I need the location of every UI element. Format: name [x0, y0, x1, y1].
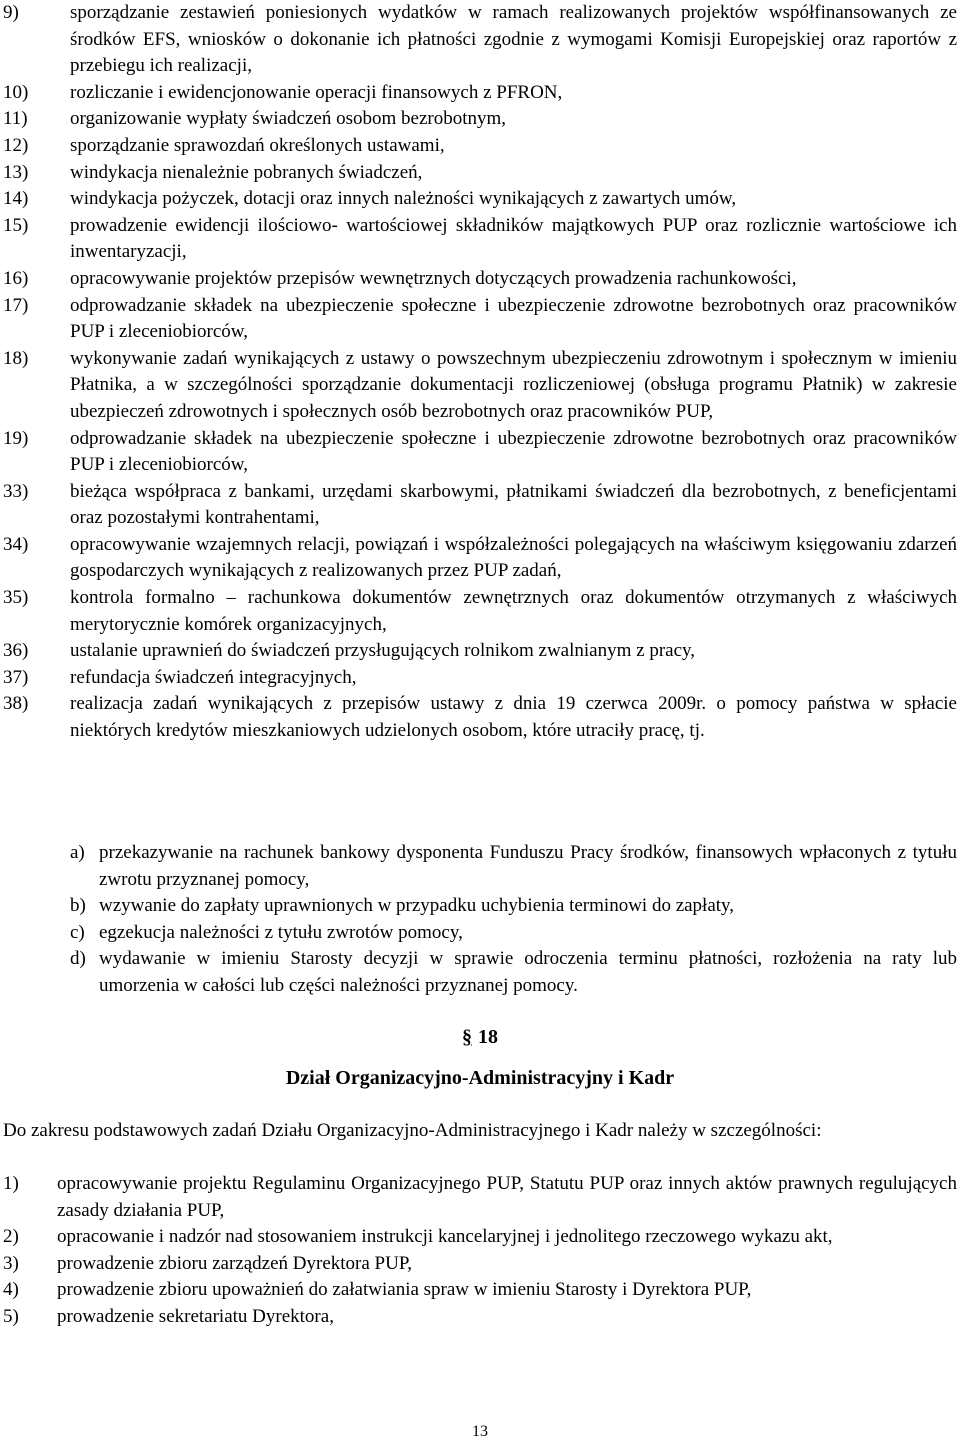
item-text: egzekucja należności z tytułu zwrotów pomocy,: [99, 921, 463, 943]
intro-paragraph: Do zakresu podstawowych zadań Działu Organizacyjno-Administracyjnego i Kadr należy w szczególności:: [3, 1120, 822, 1141]
list-item: [3, 585, 957, 638]
item-text: prowadzenie zbioru zarządzeń Dyrektora PUP,: [57, 1252, 413, 1274]
list-item: [3, 1224, 957, 1251]
item-number: 12): [3, 134, 29, 156]
list-item: [3, 213, 957, 266]
list-item: [3, 266, 957, 293]
item-text: odprowadzanie składek na ubezpieczenie społeczne i ubezpieczenie zdrowotne bezrobotnych oraz pracowników PUP i zleceniobiorców,: [70, 427, 957, 476]
item-number: 5): [3, 1305, 19, 1327]
item-text: organizowanie wypłaty świadczeń osobom bezrobotnym,: [70, 108, 507, 130]
list-item: [3, 346, 957, 426]
item-text: prowadzenie zbioru upoważnień do załatwiania spraw w imieniu Starosty i Dyrektora PUP,: [57, 1279, 752, 1301]
item-number: 16): [3, 267, 29, 289]
list-item: [70, 893, 957, 920]
list-item: [3, 638, 957, 665]
item-text: kontrola formalno – rachunkowa dokumentów zewnętrznych oraz dokumentów otrzymanych z właściwych merytorycznie komórek organizacyjnych,: [70, 587, 957, 635]
item-number: 17): [3, 294, 29, 316]
item-text: sporządzanie zestawień poniesionych wydatków w ramach realizowanych projektów współfinansowanych ze środków EFS, wniosków o dokonanie ich płatności zgodnie z wymogami Komisji Europejskiej oraz raportów z przebiegu ich realizacji,: [70, 2, 957, 77]
item-number: 3): [3, 1252, 19, 1274]
list-item: [3, 133, 957, 160]
list-item: [3, 80, 957, 107]
item-number: 11): [3, 108, 28, 130]
item-number: 9): [3, 2, 19, 23]
item-letter: c): [70, 921, 85, 943]
item-text: prowadzenie ewidencji ilościowo- wartościowej składników majątkowych PUP oraz rozlicznie wartościowe ich inwentaryzacji,: [70, 214, 957, 263]
item-text: przekazywanie na rachunek bankowy dysponenta Funduszu Pracy środków, finansowych wpłaconych z tytułu zwrotu przyznanej pomocy,: [99, 842, 957, 890]
item-number: 35): [3, 587, 29, 609]
item-number: 15): [3, 214, 29, 236]
list-item: [3, 532, 957, 585]
item-number: 10): [3, 81, 29, 103]
list-item: [3, 1171, 957, 1224]
list-item: [3, 186, 957, 213]
list-item: [70, 920, 957, 947]
item-text: prowadzenie sekretariatu Dyrektora,: [57, 1305, 334, 1327]
item-number: 34): [3, 533, 29, 555]
task-list-admin: [3, 1171, 957, 1331]
item-text: opracowywanie projektów przepisów wewnętrznych dotyczących prowadzenia rachunkowości,: [70, 267, 797, 289]
list-item: [70, 840, 957, 893]
list-item: [3, 479, 957, 532]
item-text: realizacja zadań wynikających z przepisów ustawy z dnia 19 czerwca 2009r. o pomocy państwa w spłacie niektórych kredytów mieszkaniowych udzielonych osobom, które utraciły pracę, tj.: [70, 693, 957, 742]
item-text: wydawanie w imieniu Starosty decyzji w sprawie odroczenia terminu płatności, rozłożenia na raty lub umorzenia w całości lub części należności przyznanej pomocy.: [99, 948, 957, 996]
page-number: 13: [472, 1423, 488, 1440]
list-item: [3, 1251, 957, 1278]
list-item: [3, 293, 957, 346]
item-text: odprowadzanie składek na ubezpieczenie społeczne i ubezpieczenie zdrowotne bezrobotnych oraz pracowników PUP i zleceniobiorców,: [70, 294, 957, 343]
item-letter: a): [70, 842, 85, 863]
item-text: bieżąca współpraca z bankami, urzędami skarbowymi, płatnikami świadczeń dla bezrobotnych, z beneficjentami oraz pozostałymi kontrahentami,: [70, 480, 957, 529]
list-item: [70, 946, 957, 999]
item-number: 14): [3, 188, 29, 210]
item-text: wzywanie do zapłaty uprawnionych w przypadku uchybienia terminowi do zapłaty,: [99, 895, 735, 917]
item-letter: d): [70, 948, 86, 970]
item-number: 1): [3, 1173, 19, 1194]
item-number: 38): [3, 693, 29, 715]
item-text: ustalanie uprawnień do świadczeń przysługujących rolnikom zwalnianym z pracy,: [70, 640, 696, 662]
task-list-continued: [3, 0, 957, 745]
item-letter: b): [70, 895, 86, 917]
item-text: opracowywanie wzajemnych relacji, powiązań i współzależności polegających na właściwym księgowaniu zdarzeń gospodarczych wynikających z realizowanych przez PUP zadań,: [70, 533, 957, 582]
sub-task-list: [70, 840, 957, 1000]
section-number: 18: [478, 1026, 498, 1048]
list-item: [3, 426, 957, 479]
list-item: [3, 691, 957, 744]
section-sign: §: [462, 1026, 472, 1048]
item-number: 36): [3, 640, 29, 662]
list-item: [3, 0, 957, 80]
item-text: wykonywanie zadań wynikających z ustawy o powszechnym ubezpieczeniu zdrowotnym i społecznym w imieniu Płatnika, a w szczególności sporządzanie dokumentacji rozliczeniowej (obsługa programu Płatnik) w zakresie ubezpieczeń zdrowotnych i społecznych osób bezrobotnych oraz pracowników PUP,: [70, 347, 957, 422]
list-item: [3, 106, 957, 133]
list-item: [3, 665, 957, 692]
section-heading: [0, 1026, 960, 1049]
item-text: windykacja pożyczek, dotacji oraz innych należności wynikających z zawartych umów,: [70, 188, 737, 210]
list-item: [3, 1304, 957, 1331]
item-text: refundacja świadczeń integracyjnych,: [70, 666, 357, 688]
item-text: rozliczanie i ewidencjonowanie operacji finansowych z PFRON,: [70, 81, 563, 103]
list-item: [3, 1277, 957, 1304]
item-number: 18): [3, 347, 29, 369]
item-text: opracowanie i nadzór nad stosowaniem instrukcji kancelaryjnej i jednolitego rzeczowego wykazu akt,: [57, 1226, 833, 1248]
item-number: 2): [3, 1226, 19, 1248]
item-number: 37): [3, 666, 29, 688]
item-text: sporządzanie sprawozdań określonych ustawami,: [70, 134, 445, 156]
item-text: windykacja nienależnie pobranych świadczeń,: [70, 161, 423, 183]
item-number: 13): [3, 161, 29, 183]
item-number: 19): [3, 427, 29, 449]
item-number: 4): [3, 1279, 19, 1301]
item-number: 33): [3, 480, 29, 502]
item-text: opracowywanie projektu Regulaminu Organizacyjnego PUP, Statutu PUP oraz innych aktów prawnych regulujących zasady działania PUP,: [57, 1173, 957, 1221]
section-title: Dział Organizacyjno-Administracyjny i Kadr: [285, 1067, 675, 1089]
list-item: [3, 160, 957, 187]
